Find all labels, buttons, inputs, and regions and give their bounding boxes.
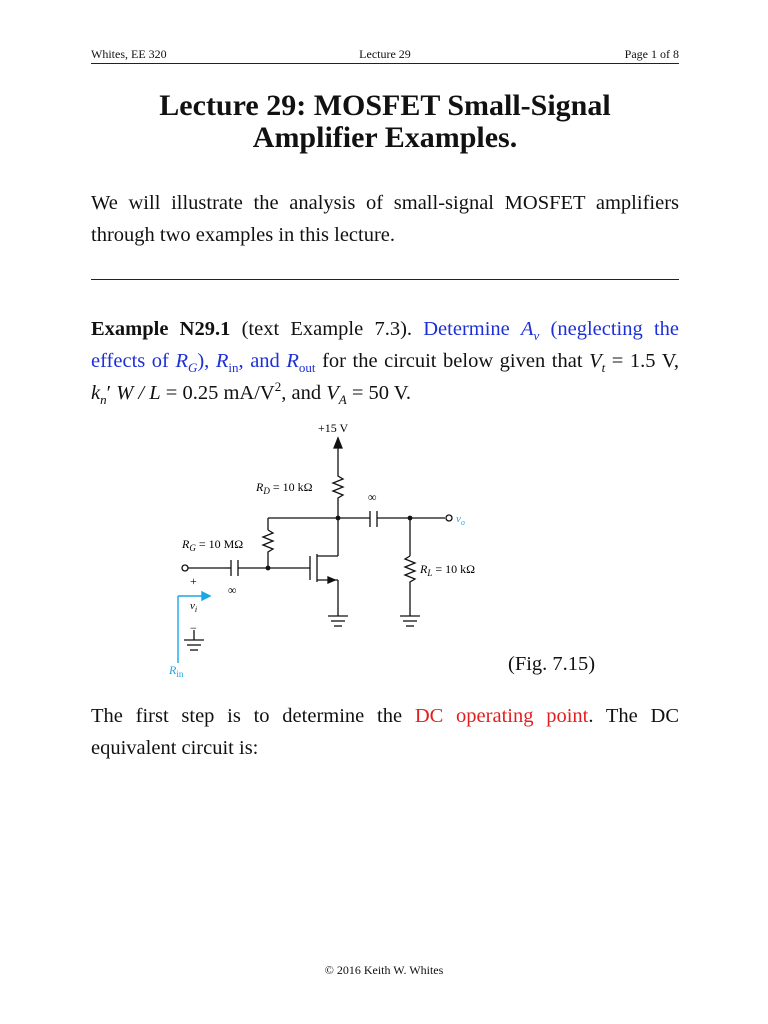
- kn-value: = 0.25 mA/V: [160, 382, 275, 404]
- dc-operating-point-highlight: DC operating point: [414, 705, 589, 727]
- page-header: [91, 47, 679, 64]
- output-junction: [408, 516, 413, 521]
- figure-caption: (Fig. 7.15): [508, 653, 596, 675]
- rg-label: $R_G = 10$ MΩ: [182, 537, 244, 553]
- close-paren: ),: [197, 350, 216, 372]
- cap-in-infinity: ∞: [228, 583, 237, 597]
- vt-value: = 1.5 V,: [605, 350, 679, 372]
- kn-expression: W / L: [111, 382, 161, 404]
- rin-symbol: R: [215, 350, 229, 372]
- drain-junction: [336, 516, 341, 521]
- step-paragraph: [91, 700, 679, 764]
- rg-resistor: [263, 530, 273, 568]
- kn-exponent: 2: [274, 379, 282, 395]
- rin-label: $R_{in}$: [169, 663, 184, 679]
- va-subscript: A: [338, 392, 347, 408]
- example-paragraph: [91, 313, 679, 409]
- va-value: = 50 V.: [346, 382, 412, 404]
- vt-subscript: t: [601, 360, 606, 376]
- step-text-post: . The DC equivalent circuit is:: [91, 705, 679, 759]
- av-subscript: v: [533, 328, 540, 344]
- rl-label: $R_L = 10$ kΩ: [420, 562, 476, 578]
- output-terminal: [446, 515, 452, 521]
- header-page-number: Page 1 of 8: [624, 47, 679, 61]
- rd-resistor: [333, 470, 343, 518]
- step-text-pre: The first step is to determine the: [91, 705, 415, 727]
- rl-resistor: [405, 556, 415, 616]
- minus-label: −: [190, 621, 197, 635]
- title-line-2: Amplifier Examples.: [252, 121, 518, 154]
- cap-out-infinity: ∞: [368, 490, 377, 504]
- kn-symbol: k: [91, 382, 101, 404]
- va-symbol: V: [326, 382, 339, 404]
- rin-arrow-head: [202, 592, 210, 600]
- rout-subscript: out: [298, 360, 316, 376]
- mosfet-arrow: [328, 577, 335, 583]
- lecture-title: [91, 90, 679, 154]
- vo-label: $v_o$: [456, 513, 465, 527]
- supply-label: +15 V: [318, 421, 349, 435]
- rg-symbol: R: [175, 350, 188, 372]
- plus-label: +: [190, 574, 197, 588]
- header-course: Whites, EE 320: [91, 47, 167, 61]
- vt-symbol: V: [589, 350, 602, 372]
- vi-label: $v_i$: [190, 600, 198, 614]
- and-text-2: , and: [281, 382, 327, 404]
- rout-symbol: R: [286, 350, 299, 372]
- rg-subscript: G: [187, 360, 198, 376]
- example-ref: (text Example 7.3).: [230, 318, 424, 340]
- rd-label: $R_D = 10$ kΩ: [256, 480, 313, 496]
- page-footer: © 2016 Keith W. Whites: [324, 963, 444, 977]
- neglect-text: (neglecting the effects of: [91, 318, 680, 372]
- gate-junction: [266, 566, 271, 571]
- supply-arrow: [334, 438, 342, 448]
- av-symbol: A: [521, 318, 534, 340]
- example-tail: for the circuit below given that: [315, 350, 583, 372]
- rin-subscript: in: [228, 360, 239, 376]
- circuit-diagram: [160, 418, 510, 688]
- header-lecture: Lecture 29: [359, 47, 411, 61]
- kn-subscript: n: [100, 392, 107, 408]
- determine-text: Determine: [423, 318, 521, 340]
- title-line-1: Lecture 29: MOSFET Small-Signal: [159, 89, 611, 122]
- input-terminal: [182, 565, 188, 571]
- section-divider: [91, 279, 679, 280]
- example-label: Example N29.1: [91, 318, 231, 340]
- circuit-figure: [160, 418, 510, 688]
- kn-prime: ′: [106, 382, 112, 404]
- and-text: , and: [238, 350, 287, 372]
- intro-paragraph: We will illustrate the analysis of small-signal MOSFET amplifiers through two examples in this lecture.: [91, 192, 679, 246]
